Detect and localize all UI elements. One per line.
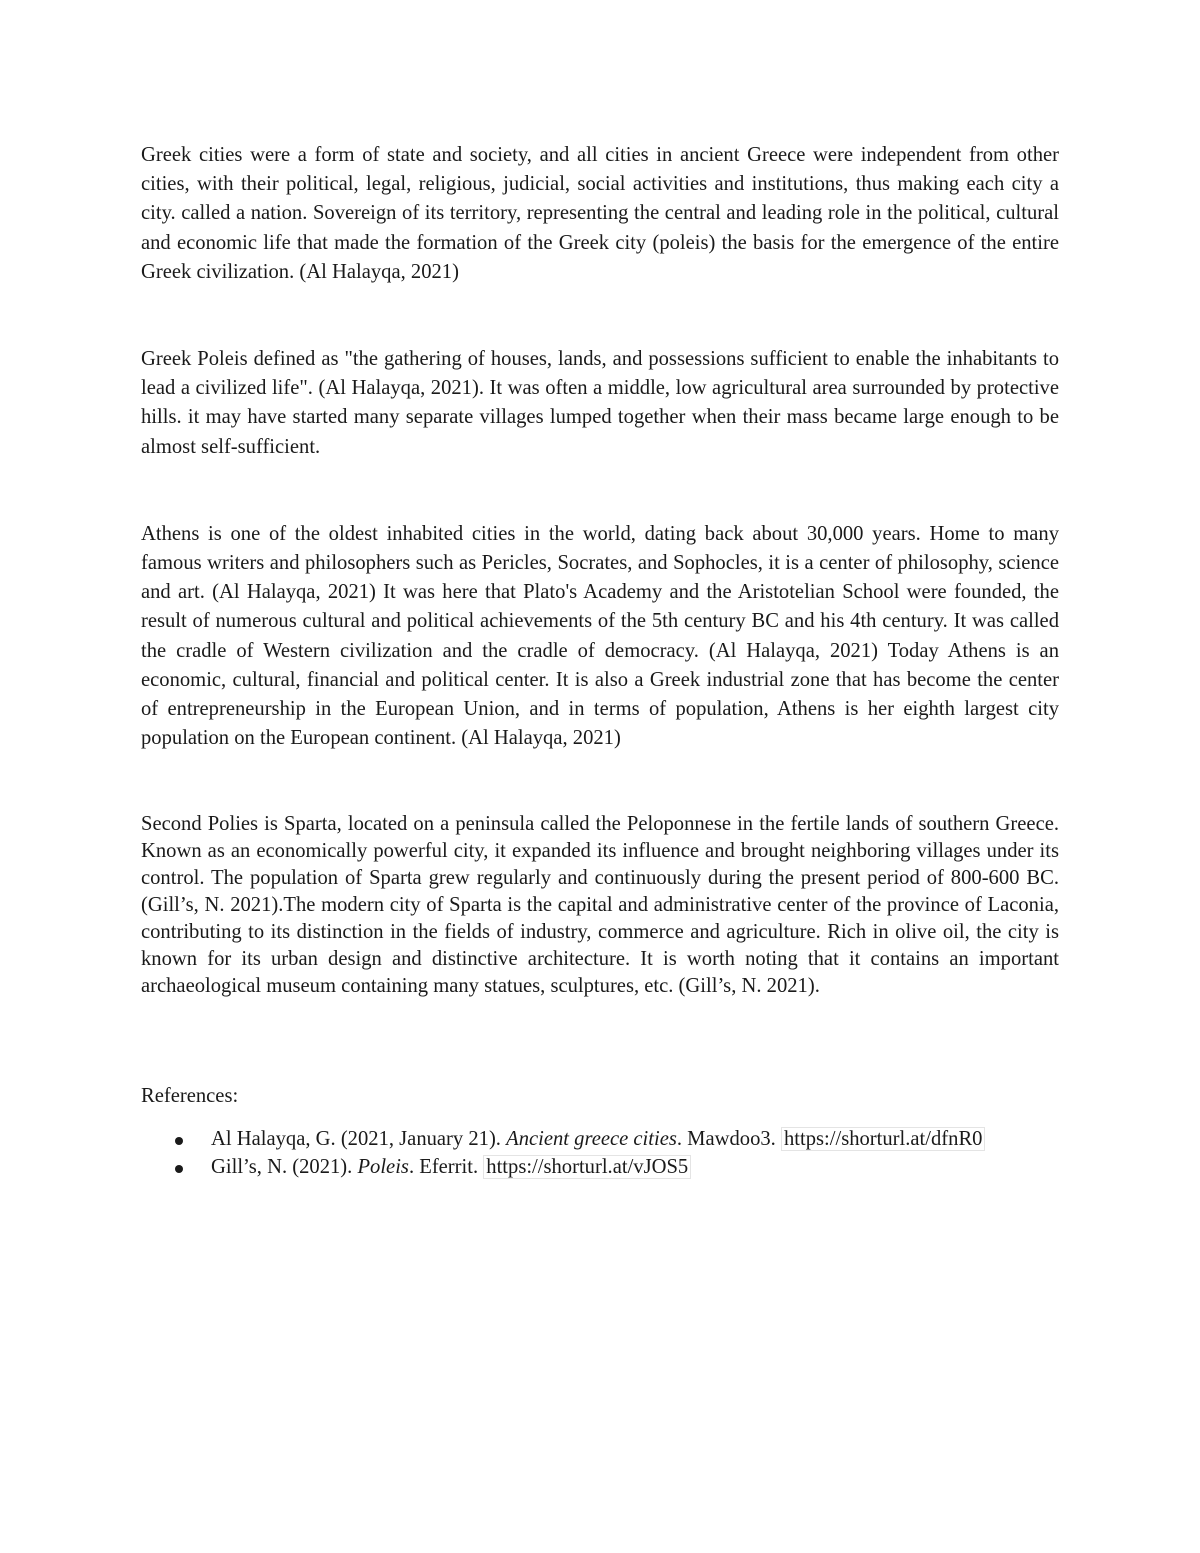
paragraph-sparta: Second Polies is Sparta, located on a peninsula called the Peloponnese in the fertile lands of southern Greece. Known as an economically powerful city, it expanded its influence and brought neighboring villages under its control. The population of Sparta grew regularly and continuously during the present period of 800-600 BC. (Gill’s, N. 2021).The modern city of Sparta is the capital and administrative center of the province of Laconia, contributing to its distinction in the fields of industry, commerce and agriculture. Rich in olive oil, the city is known for its urban design and distinctive architecture. It is worth noting that it contains an important archaeological museum containing many statues, sculptures, etc. (Gill’s, N. 2021). xyxy=(141,813,1059,998)
document-page xyxy=(141,141,1059,1181)
reference-publisher: . Eferrit. xyxy=(408,1156,484,1179)
bullet-icon xyxy=(175,1137,183,1145)
paragraph-athens: Athens is one of the oldest inhabited cities in the world, dating back about 30,000 years. Home to many famous writers and philosophers such as Pericles, Socrates, and Sophocles, it is a center of philosophy, science and art. (Al Halayqa, 2021) It was here that Plato's Academy and the Aristotelian School were founded, the result of numerous cultural and political achievements of the 5th century BC and his 4th century. It was called the cradle of Western civilization and the cradle of democracy. (Al Halayqa, 2021) Today Athens is an economic, cultural, financial and political center. It is also a Greek industrial zone that has become the center of entrepreneurship in the European Union, and in terms of population, Athens is her eighth largest city population on the European continent. (Al Halayqa, 2021) xyxy=(141,522,1059,750)
reference-author: Al Halayqa, G. (2021, January 21). xyxy=(211,1128,507,1151)
reference-item xyxy=(141,1153,1059,1181)
reference-link[interactable]: https://shorturl.at/vJOS5 xyxy=(483,1155,691,1179)
references-list xyxy=(141,1125,1059,1181)
bullet-icon xyxy=(175,1165,183,1173)
reference-item xyxy=(141,1125,1059,1153)
reference-title: Ancient greece cities xyxy=(506,1128,677,1151)
reference-author: Gill’s, N. (2021). xyxy=(211,1156,358,1179)
reference-title: Poleis xyxy=(357,1156,409,1179)
paragraph-greek-cities: Greek cities were a form of state and society, and all cities in ancient Greece were independent from other cities, with their political, legal, religious, judicial, social activities and institutions, thus making each city a city. called a nation. Sovereign of its territory, representing the central and leading role in the political, cultural and economic life that made the formation of the Greek city (poleis) the basis for the emergence of the entire Greek civilization. (Al Halayqa, 2021) xyxy=(141,144,1059,283)
reference-publisher: . Mawdoo3. xyxy=(676,1128,781,1151)
reference-link[interactable]: https://shorturl.at/dfnR0 xyxy=(781,1127,986,1151)
paragraph-greek-poleis: Greek Poleis defined as "the gathering of houses, lands, and possessions sufficient to enable the inhabitants to lead a civilized life". (Al Halayqa, 2021). It was often a middle, low agricultural area surrounded by protective hills. it may have started many separate villages lumped together when their mass became large enough to be almost self-sufficient. xyxy=(141,348,1059,458)
references-heading: References: xyxy=(141,1085,239,1108)
